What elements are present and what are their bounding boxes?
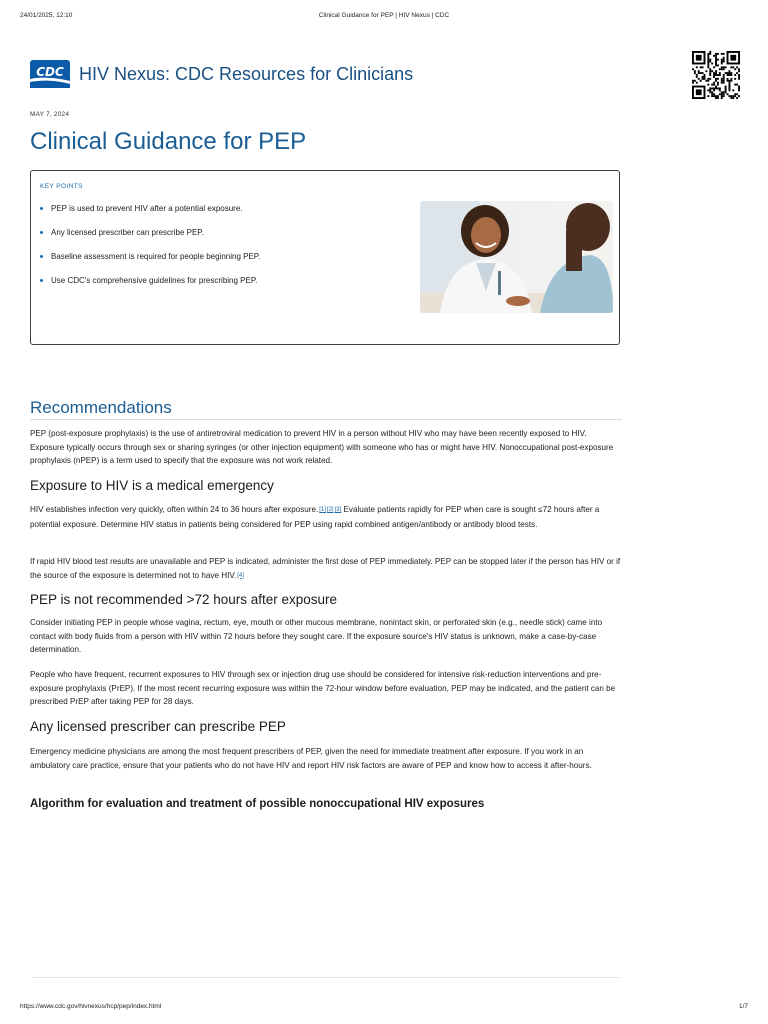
list-item	[39, 204, 260, 228]
print-footer	[20, 1003, 748, 1010]
key-point-text: Baseline assessment is required for people beginning PEP.	[51, 252, 261, 261]
footer-divider	[32, 977, 620, 978]
logo-text: CDC	[36, 65, 64, 79]
key-point-text: Any licensed prescriber can prescribe PEP.	[51, 228, 204, 237]
not-recommended-heading: PEP is not recommended >72 hours after exposure	[30, 592, 338, 607]
emergency-paragraph-2	[30, 555, 622, 583]
key-points-box	[30, 170, 620, 345]
reference-link-3[interactable]: [3]	[334, 507, 342, 513]
print-header	[20, 12, 748, 19]
clinician-patient-photo	[420, 201, 613, 313]
key-point-text: Use CDC's comprehensive guidelines for prescribing PEP.	[51, 276, 258, 285]
page-number: 1/7	[738, 1003, 748, 1010]
reference-link-2[interactable]: [2]	[326, 507, 334, 513]
list-item	[39, 252, 260, 276]
qr-code-icon	[692, 51, 740, 99]
emergency-text-b: Evaluate patients rapidly for PEP when care is sought ≤72 hours after a potential exposure. Determine HIV status in patients being considered for PEP using rapid combined antigen/antibody or antibody blood tests.	[30, 505, 600, 529]
list-item	[39, 228, 260, 252]
page-url: https://www.cdc.gov/hivnexus/hcp/pep/index.html	[20, 1003, 162, 1010]
reference-link-4[interactable]: [4]	[237, 572, 244, 579]
recommendations-intro: PEP (post-exposure prophylaxis) is the use of antiretroviral medication to prevent HIV in a person without HIV who may have been recently exposed to HIV. Exposure typically occurs through sex or sharing syringes (or other injection equipment) with someone who has or might have HIV. Nonoccupational post-exposure prophylaxis (nPEP) is a term used to specify that the exposure was not work related.	[30, 429, 614, 465]
emergency-paragraph-1	[30, 503, 622, 531]
bullet-dot-icon	[40, 255, 43, 258]
bullet-dot-icon	[40, 279, 43, 282]
page-title: Clinical Guidance for PEP	[30, 128, 307, 155]
cdc-logo-icon[interactable]	[30, 60, 70, 88]
reference-link-1[interactable]: [1]	[319, 507, 326, 513]
key-points-list	[39, 204, 260, 300]
algorithm-heading: Algorithm for evaluation and treatment of possible nonoccupational HIV exposures	[30, 798, 485, 810]
emergency-text-a: HIV establishes infection very quickly, often within 24 to 36 hours after exposure.	[30, 505, 319, 514]
emergency-heading: Exposure to HIV is a medical emergency	[30, 478, 274, 493]
site-title[interactable]: HIV Nexus: CDC Resources for Clinicians	[79, 64, 414, 84]
key-point-text: PEP is used to prevent HIV after a potential exposure.	[51, 204, 243, 213]
list-item	[39, 276, 260, 300]
site-header	[30, 60, 413, 88]
prescriber-heading: Any licensed prescriber can prescribe PEP	[30, 719, 286, 734]
emergency-text-c: If rapid HIV blood test results are unavailable and PEP is indicated, administer the first dose of PEP immediately. PEP can be stopped later if the person has HIV or if the source of the exposure is determined not to have HIV.	[30, 557, 621, 580]
recommendations-heading: Recommendations	[30, 398, 622, 420]
not-recommended-paragraph-1: Consider initiating PEP in people whose vagina, rectum, eye, mouth or other mucous membrane, nonintact skin, or perforated skin (e.g., needle stick) came into contact with body fluids from a person with HIV within 72 hours before they sought care. If the exposure source's HIV status is unknown, make a case-by-case determination.	[30, 618, 603, 654]
article-date: MAY 7, 2024	[30, 111, 70, 118]
bullet-dot-icon	[40, 231, 43, 234]
key-points-heading: KEY POINTS	[40, 183, 83, 190]
print-page-title: Clinical Guidance for PEP | HIV Nexus | CDC	[318, 12, 450, 19]
not-recommended-paragraph-2: People who have frequent, recurrent exposures to HIV through sex or injection drug use should be considered for intensive risk-reduction interventions and pre-exposure prophylaxis (PrEP). If the most recent recurring exposure was within the 72-hour window before evaluation, PEP may be indicated, and the patient can be prescribed PrEP after taking PEP for 28 days.	[30, 670, 616, 706]
print-datetime: 24/01/2025, 12:10	[20, 12, 73, 19]
bullet-dot-icon	[40, 207, 43, 210]
prescriber-paragraph: Emergency medicine physicians are among the most frequent prescribers of PEP, given the need for immediate treatment after exposure. If you work in an ambulatory care practice, ensure that your patients who do not have HIV and report HIV risk factors are aware of PEP and know how to access it after-hours.	[30, 747, 592, 770]
